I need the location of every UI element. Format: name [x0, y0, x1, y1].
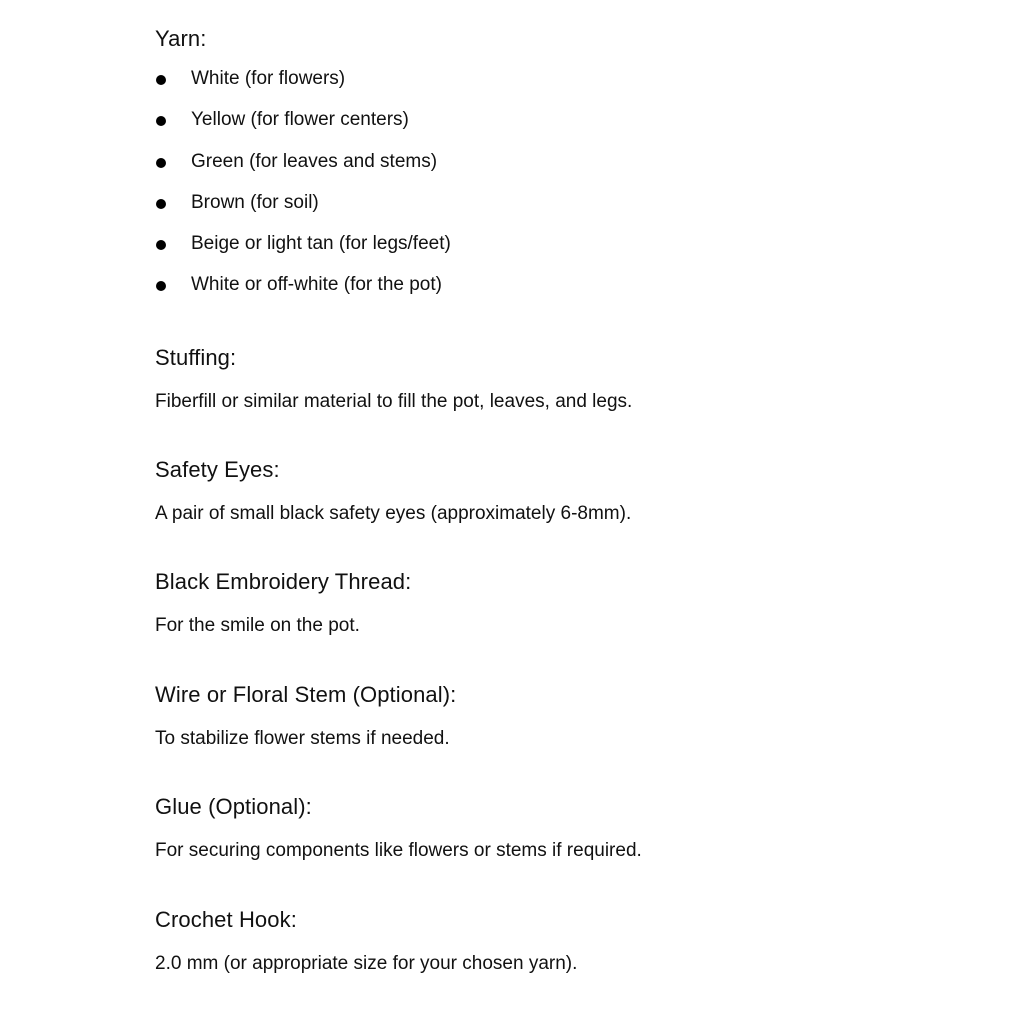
- heading-safety-eyes: Safety Eyes:: [155, 457, 280, 482]
- heading-glue: Glue (Optional):: [155, 794, 312, 819]
- list-item: [155, 67, 955, 108]
- crochet-hook-text: 2.0 mm (or appropriate size for your chosen yarn).: [155, 953, 578, 974]
- list-item: [155, 108, 955, 149]
- heading-yarn: Yarn:: [155, 26, 207, 51]
- stuffing-text: Fiberfill or similar material to fill the pot, leaves, and legs.: [155, 391, 633, 412]
- bullet-icon: [156, 158, 166, 168]
- heading-wire: Wire or Floral Stem (Optional):: [155, 682, 457, 707]
- bullet-icon: [156, 199, 166, 209]
- heading-crochet-hook: Crochet Hook:: [155, 907, 297, 932]
- section-glue: [155, 792, 955, 863]
- list-item-label: Yellow (for flower centers): [191, 109, 409, 131]
- heading-stuffing: Stuffing:: [155, 345, 237, 370]
- list-item: [155, 191, 955, 232]
- bullet-icon: [156, 116, 166, 126]
- bullet-icon: [156, 75, 166, 85]
- list-item: [155, 273, 955, 314]
- glue-text: For securing components like flowers or stems if required.: [155, 840, 642, 861]
- yarn-list: [155, 67, 955, 315]
- list-item-label: White (for flowers): [191, 68, 346, 89]
- bullet-icon: [156, 240, 166, 250]
- section-crochet-hook: [155, 905, 955, 976]
- list-item-label: Green (for leaves and stems): [191, 150, 438, 172]
- section-embroidery-thread: [155, 567, 955, 638]
- section-stuffing: [155, 343, 955, 414]
- list-item: [155, 232, 955, 273]
- list-item-label: Beige or light tan (for legs/feet): [191, 233, 451, 255]
- list-item-label: White or off-white (for the pot): [191, 274, 442, 296]
- section-wire: [155, 680, 955, 751]
- embroidery-thread-text: For the smile on the pot.: [155, 615, 360, 636]
- list-item-label: Brown (for soil): [191, 191, 319, 213]
- heading-embroidery-thread: Black Embroidery Thread:: [155, 569, 412, 594]
- bullet-icon: [156, 281, 166, 291]
- list-item: [155, 150, 955, 191]
- section-safety-eyes: [155, 455, 955, 526]
- wire-text: To stabilize flower stems if needed.: [155, 728, 450, 749]
- safety-eyes-text: A pair of small black safety eyes (approximately 6-8mm).: [155, 503, 632, 524]
- section-yarn: [155, 24, 955, 315]
